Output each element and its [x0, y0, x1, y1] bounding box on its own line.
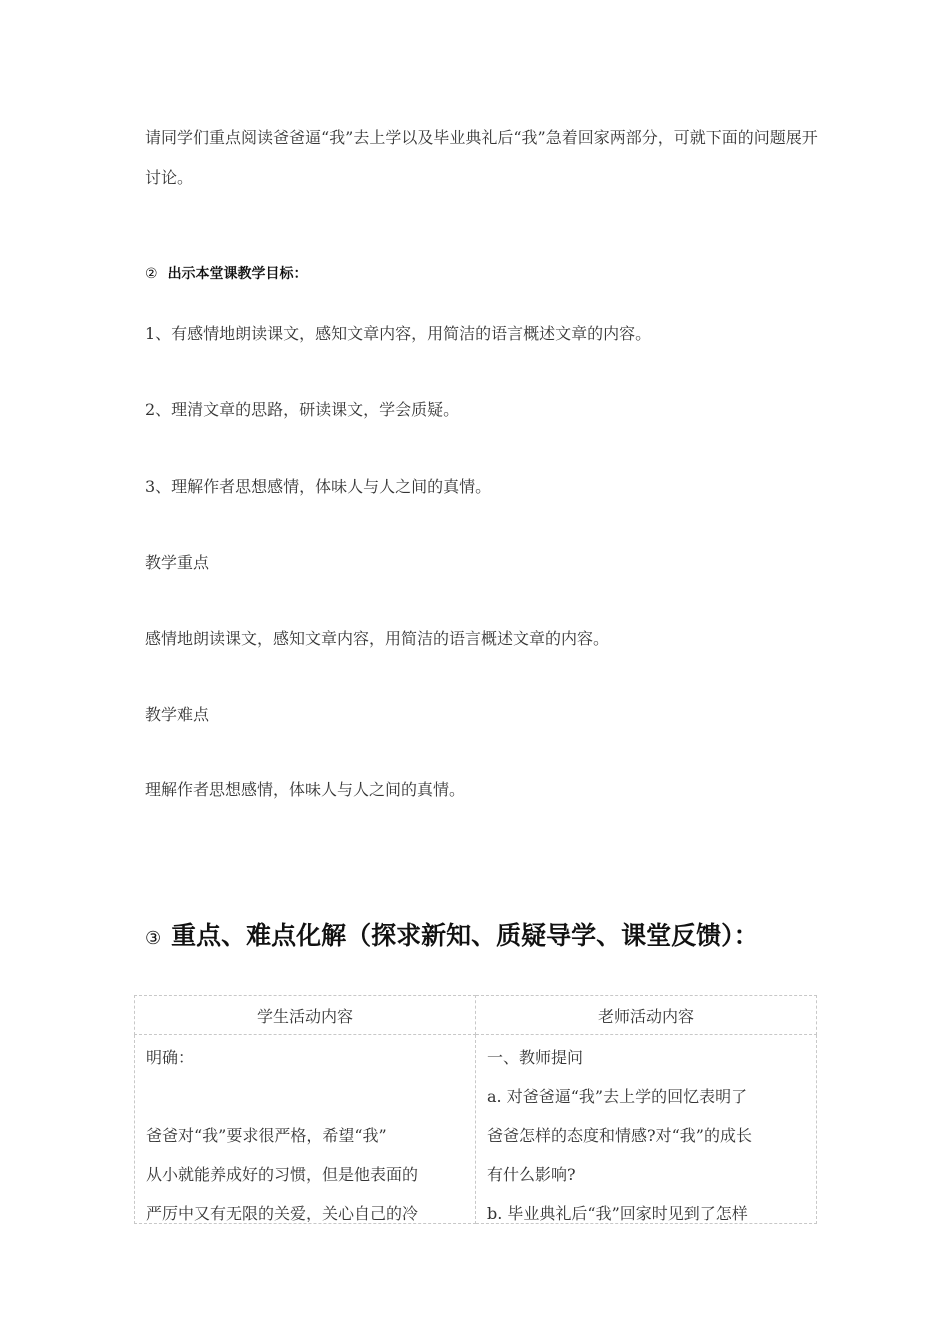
student-line [146, 1077, 466, 1116]
objective-1: 1、有感情地朗读课文，感知文章内容，用简洁的语言概述文章的内容。 [145, 324, 652, 343]
difficulty-label: 教学难点 [145, 705, 210, 724]
intro-paragraph: 请同学们重点阅读爸爸逼“我”去上学以及毕业典礼后“我”急着回家两部分，可就下面的问题展开讨论。 [145, 128, 818, 187]
table-header-row [135, 996, 817, 1035]
student-activity-header: 学生活动内容 [135, 996, 476, 1035]
key-point-label: 教学重点 [145, 553, 210, 572]
circled-number-2: ② [145, 266, 158, 282]
objective-3: 3、理解作者思想感情，体味人与人之间的真情。 [145, 477, 492, 496]
objectives-heading [145, 263, 308, 283]
teacher-line: 一、教师提问 [487, 1048, 584, 1067]
teacher-line: a. 对爸爸逼“我”去上学的回忆表明了 [487, 1087, 748, 1106]
student-line: 从小就能养成好的习惯，但是他表面的 [146, 1165, 419, 1184]
circled-number-3: ③ [145, 928, 162, 949]
teacher-line: 爸爸怎样的态度和情感?对“我”的成长 [487, 1126, 752, 1145]
student-line: 爸爸对“我”要求很严格，希望“我” [146, 1126, 387, 1145]
teacher-activity-header: 老师活动内容 [476, 996, 817, 1035]
student-activity-cell [135, 1035, 476, 1224]
key-point-text: 感情地朗读课文，感知文章内容，用简洁的语言概述文章的内容。 [145, 629, 610, 648]
teacher-activity-cell [476, 1035, 817, 1224]
teacher-line: b. 毕业典礼后“我”回家时见到了怎样 [487, 1204, 748, 1222]
section3-heading [145, 916, 759, 952]
teacher-line: 有什么影响? [487, 1165, 576, 1184]
table-row [135, 1035, 817, 1224]
objective-2: 2、理清文章的思路，研读课文，学会质疑。 [145, 400, 460, 419]
student-line: 明确： [146, 1048, 195, 1067]
student-line: 严厉中又有无限的关爱，关心自己的冷 [146, 1204, 419, 1222]
section3-heading-text: 重点、难点化解（探求新知、质疑导学、课堂反馈）： [171, 921, 759, 950]
difficulty-text: 理解作者思想感情，体味人与人之间的真情。 [145, 780, 466, 799]
activity-table [134, 995, 817, 1224]
objectives-heading-text: 出示本堂课教学目标： [167, 266, 308, 282]
